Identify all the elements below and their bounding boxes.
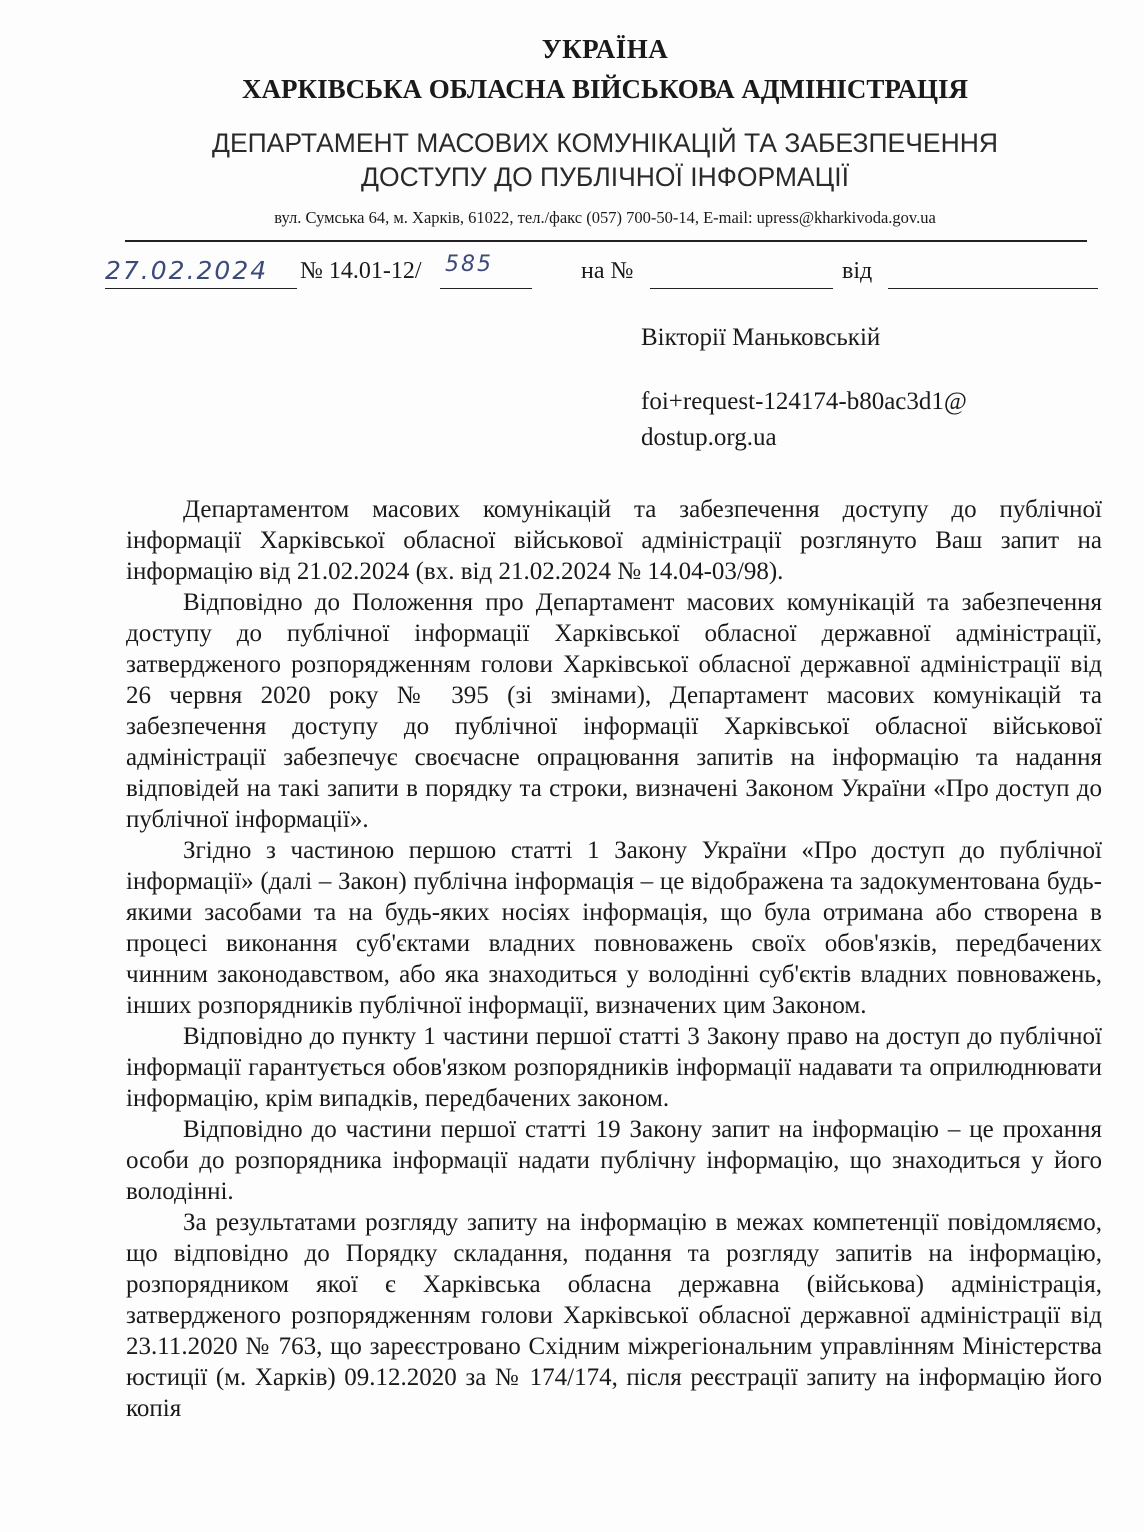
header-department-line1: ДЕПАРТАМЕНТ МАСОВИХ КОМУНІКАЦІЙ ТА ЗАБЕЗПЕЧЕННЯ xyxy=(212,128,998,158)
number-underline xyxy=(440,288,532,289)
addressee-email-line1: foi+request-124174-b80ac3d1@ xyxy=(641,388,967,415)
body-paragraph: Згідно з частиною першою статті 1 Закону України «Про доступ до публічної інформації» (далі – Закон) публічна інформація – це відображена та задокументована будь-якими засобами та на будь-яких носіях інформація, що була отримана або створена в процесі виконання суб'єктами владних повноважень своїх обов'язків, передбачених чинним законодавством, або яка знаходиться у володінні суб'єктів владних повноважень, інших розпорядників публічної інформації, визначених цим Законом. xyxy=(126,837,1102,1019)
header-department-line2: ДОСТУПУ ДО ПУБЛІЧНОЇ ІНФОРМАЦІЇ xyxy=(361,162,849,192)
addressee-email xyxy=(641,384,967,456)
date-underline xyxy=(105,288,297,289)
incoming-date-label: від xyxy=(842,258,873,284)
handwritten-number: 585 xyxy=(445,252,493,277)
body-paragraph: Департаментом масових комунікацій та забезпечення доступу до публічної інформації Харківської обласної військової адміністрації розглянуто Ваш запит на інформацію від 21.02.2024 (вх. від 21.02.2024 № 14.04-03/98). xyxy=(126,496,1102,585)
outgoing-number-label: № 14.01-12/ xyxy=(300,258,422,284)
header-administration: ХАРКІВСЬКА ОБЛАСНА ВІЙСЬКОВА АДМІНІСТРАЦІЯ xyxy=(242,74,968,104)
incoming-number-blank xyxy=(650,288,833,289)
body-paragraph: Відповідно до пункту 1 частини першої статті 3 Закону право на доступ до публічної інформації гарантується обов'язком розпорядників інформації надавати та оприлюднювати інформацію, крім випадків, передбачених законом. xyxy=(126,1023,1102,1112)
header-contacts: вул. Сумська 64, м. Харків, 61022, тел./факс (057) 700-50-14, E-mail: upress@kharkivoda.gov.ua xyxy=(274,208,936,227)
letter-body xyxy=(126,494,1102,1424)
header-divider xyxy=(125,240,1087,242)
body-paragraph: За результатами розгляду запиту на інформацію в межах компетенції повідомляємо, що відповідно до Порядку складання, подання та розгляду запитів на інформацію, розпорядником якої є Харківська обласна державна (військова) адміністрація, затвердженого розпорядженням голови Харківської обласної державної адміністрації від 23.11.2020 № 763, що зареєстровано Східним міжрегіональним управлінням Міністерства юстиції (м. Харків) 09.12.2020 за № 174/174, після реєстрації запиту на інформацію його копія xyxy=(126,1209,1102,1422)
body-paragraph: Відповідно до Положення про Департамент масових комунікацій та забезпечення доступу до публічної інформації Харківської обласної державної адміністрації, затвердженого розпорядженням голови Харківської обласної державної адміністрації від 26 червня 2020 року № 395 (зі змінами), Департамент масових комунікацій та забезпечення доступу до публічної інформації Харківської обласної військової адміністрації забезпечує своєчасне опрацювання запитів на інформацію та надання відповідей на такі запити в порядку та строки, визначені Законом України «Про доступ до публічної інформації». xyxy=(126,589,1102,833)
addressee-name: Вікторії Маньковській xyxy=(641,324,881,351)
header-department xyxy=(0,126,1144,194)
incoming-number-label: на № xyxy=(581,258,634,284)
body-paragraph: Відповідно до частини першої статті 19 Закону запит на інформацію – це прохання особи до розпорядника інформації надати публічну інформацію, що знаходиться у його володінні. xyxy=(126,1116,1102,1205)
addressee-email-line2: dostup.org.ua xyxy=(641,424,777,451)
header-country: УКРАЇНА xyxy=(541,34,669,64)
incoming-date-blank xyxy=(888,288,1098,289)
handwritten-date: 27.02.2024 xyxy=(105,256,269,285)
reference-line xyxy=(105,252,1105,294)
